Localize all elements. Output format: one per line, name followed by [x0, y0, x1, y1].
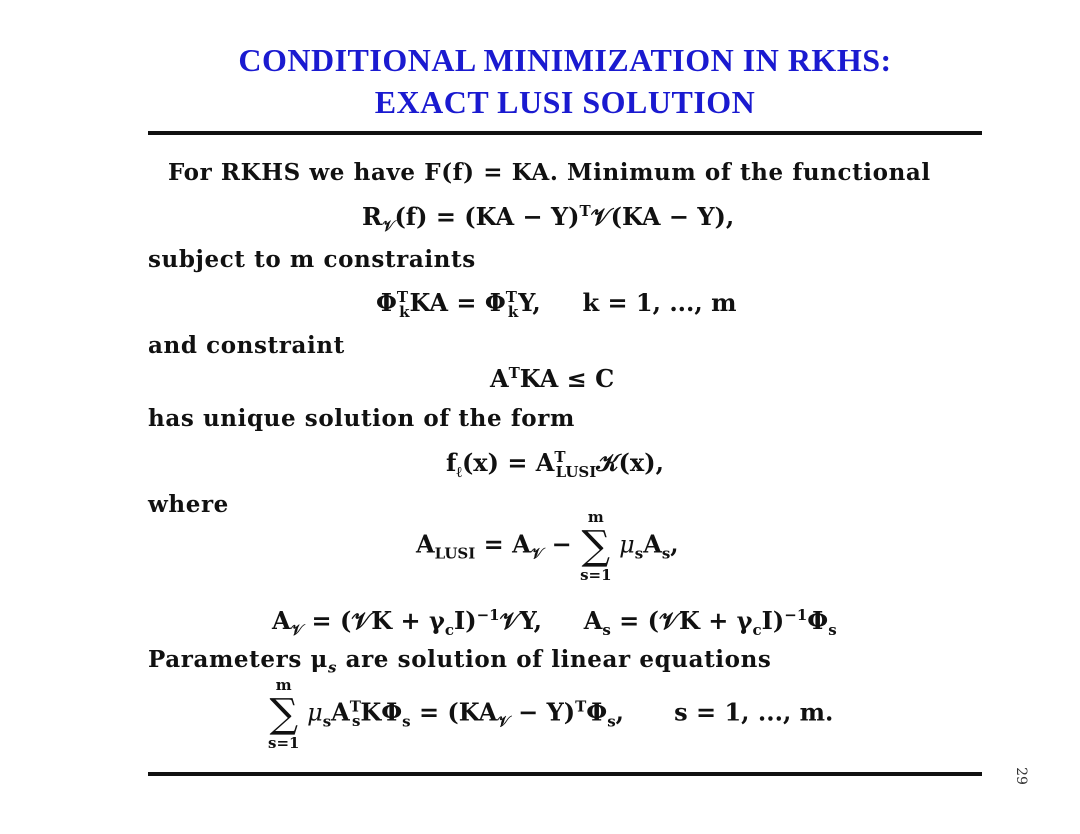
constraint-equation: $\Phi^T_kKA = \Phi^T_kY$, k = 1, ..., m — [376, 288, 737, 321]
norm-constraint-equation: $A^TKA \le C$ — [490, 364, 615, 393]
av-as-equations: $A_𝒱$ = (𝒱K + $\gamma_cI)^{-1}𝒱Y$, $A_s$ = (𝒱K + $\gamma_cI)^{-1}\Phi_s$ — [272, 606, 837, 639]
slide-title-line1: CONDITIONAL MINIMIZATION IN RKHS: — [238, 42, 892, 78]
and-constraint-text: and constraint — [148, 332, 345, 359]
intro-text: For RKHS we have F(f) = KA. Minimum of the functional — [168, 159, 931, 186]
unique-solution-text: has unique solution of the form — [148, 405, 575, 432]
linear-equations: m ∑ s=1 $\mu_sA^T_sK\Phi_s = (KA_𝒱 - Y)^T\Phi_s$, s = 1, ..., m. — [268, 676, 834, 752]
alusi-equation: $A_{LUSI} = A_𝒱$ − m ∑ s=1 $\mu_sA_s$, — [416, 508, 679, 584]
summation-symbol-2: m ∑ s=1 — [268, 676, 300, 752]
parameters-text: Parameters $\mu_s$ are solution of linear equations — [148, 646, 772, 677]
page-number: 29 — [1012, 767, 1029, 785]
top-rule — [148, 131, 982, 135]
summation-symbol: m ∑ s=1 — [580, 508, 612, 584]
subject-to-text: subject to m constraints — [148, 246, 476, 273]
solution-equation: $f_\ell(x)$ = $A^T_{LUSI}𝒦(x)$, — [446, 448, 664, 481]
slide-title-line2: EXACT LUSI SOLUTION — [374, 84, 756, 120]
functional-equation: $R_𝒱(f) = (KA$ − Y)$^T$𝒱(KA − Y), — [362, 202, 735, 235]
bottom-rule — [148, 772, 982, 776]
where-text: where — [148, 491, 229, 518]
